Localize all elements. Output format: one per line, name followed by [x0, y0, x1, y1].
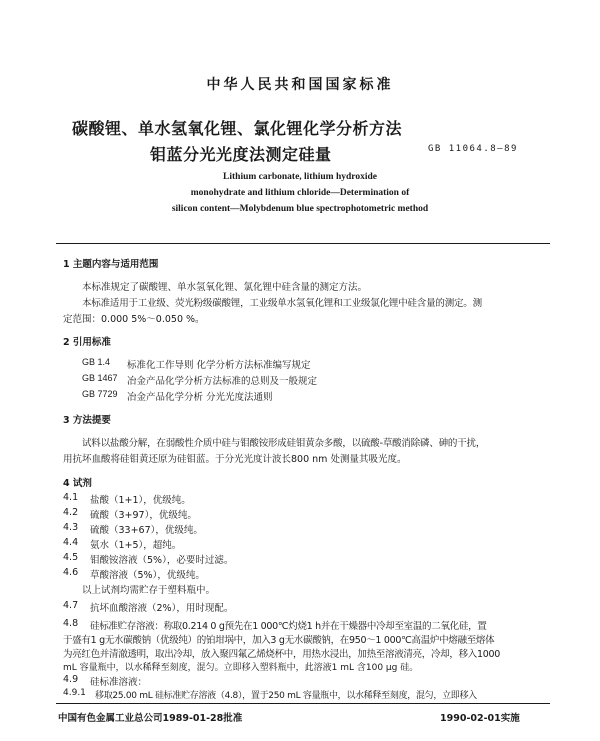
item-4-2-text: 硫酸（3+97），优级纯。 — [90, 510, 197, 521]
item-4-7-num: 4.7 — [63, 600, 79, 611]
item-4-6-num: 4.6 — [63, 567, 79, 578]
item-4-8-line-4: mL 容量瓶中，以水稀释至刻度，混匀。立即移入塑料瓶中，此溶液1 mL 含100 μg 硅。 — [63, 663, 419, 673]
section-4-heading: 4 试剂 — [63, 478, 92, 489]
item-4-8-num: 4.8 — [63, 618, 79, 629]
item-4-9-1-text: 移取25.00 mL 硅标准贮存溶液（4.8），置于250 mL 容量瓶中，以水稀释至刻度，混匀，立即移入 — [95, 691, 477, 701]
item-4-4-text: 氨水（1+5），超纯。 — [90, 540, 182, 551]
item-4-5-num: 4.5 — [63, 552, 79, 563]
section-2-heading: 2 引用标准 — [63, 337, 111, 348]
standard-code: GB 11064.8—89 — [428, 144, 518, 154]
english-title-line-2: monohydrate and lithium chloride—Determination of — [190, 188, 410, 198]
item-4-8-line-1: 硅标准贮存溶液：称取0.214 0 g预先在1 000℃灼烧1 h并在干燥器中冷却至室温的二氧化硅，置 — [90, 621, 487, 632]
implementation-date: 1990-02-01实施 — [440, 713, 520, 724]
item-4-1-num: 4.1 — [63, 492, 79, 503]
chinese-title-line-2: 钼蓝分光光度法测定硅量 — [150, 145, 332, 164]
section-1-line-2: 本标准适用于工业级、荧光粉级碳酸锂，工业级单水氢氧化锂和工业级氯化锂中硅含量的测定。测 — [82, 298, 482, 309]
item-4-9-1-num: 4.9.1 — [63, 688, 86, 698]
item-4-8-line-2: 于盛有1 g无水碳酸钠（优级纯）的铂坩埚中，加入3 g无水碳酸钠，在950～1 000℃高温炉中熔融至熔体 — [63, 635, 495, 646]
ref-2-code: GB 1467 — [82, 373, 118, 383]
english-title-line-3: silicon content—Molybdenum blue spectrophotometric method — [171, 204, 429, 214]
item-4-1-text: 盐酸（1+1），优级纯。 — [90, 495, 191, 506]
section-1-line-3: 定范围：0.000 5%～0.050 %。 — [63, 314, 205, 325]
item-4-9-num: 4.9 — [63, 674, 79, 685]
ref-1-code: GB 1.4 — [82, 357, 111, 367]
footer-divider — [56, 703, 550, 704]
section-3-heading: 3 方法提要 — [63, 415, 111, 426]
item-4-2-num: 4.2 — [63, 507, 79, 518]
national-standard-heading: 中华人民共和国国家标准 — [206, 77, 394, 93]
reagent-storage-note: 以上试剂均需贮存于塑料瓶中。 — [82, 585, 216, 596]
item-4-5-text: 钼酸铵溶液（5%），必要时过滤。 — [90, 555, 234, 566]
chinese-title-line-1: 碳酸锂、单水氢氧化锂、氯化锂化学分析方法 — [72, 119, 403, 138]
item-4-9-text: 硅标准溶液： — [90, 677, 148, 688]
section-3-line-1: 试料以盐酸分解，在弱酸性介质中硅与钼酸铵形成硅钼黄杂多酸，以硫酸-草酸消除磷、砷的干扰， — [82, 438, 486, 449]
item-4-4-num: 4.4 — [63, 537, 79, 548]
section-1-line-1: 本标准规定了碳酸锂、单水氢氧化锂、氯化锂中硅含量的测定方法。 — [82, 282, 368, 293]
ref-3-title: 冶金产品化学分析 分光光度法通则 — [127, 392, 273, 403]
item-4-3-num: 4.3 — [63, 522, 79, 533]
section-1-heading: 1 主题内容与适用范围 — [63, 259, 159, 270]
header-divider — [56, 243, 550, 244]
ref-3-code: GB 7729 — [82, 389, 118, 399]
section-3-line-2: 用抗坏血酸将硅钼黄还原为硅钼蓝。于分光光度计波长800 nm 处测量其吸光度。 — [63, 454, 407, 465]
item-4-8-line-3: 为亮红色并清澈透明，取出冷却，放入聚四氟乙烯烧杯中，用热水浸出，加热至溶液清亮，冷却，移入1000 — [63, 649, 500, 660]
ref-2-title: 冶金产品化学分析方法标准的总则及一般规定 — [127, 376, 318, 387]
approval-line: 中国有色金属工业总公司1989-01-28批准 — [58, 713, 243, 724]
english-title-line-1: Lithium carbonate, lithium hydroxide — [223, 172, 377, 182]
item-4-6-text: 草酸溶液（5%），优级纯。 — [90, 570, 205, 581]
item-4-3-text: 硫酸（33+67），优级纯。 — [90, 525, 203, 536]
item-4-7-text: 抗坏血酸溶液（2%），用时现配。 — [90, 603, 234, 614]
ref-1-title: 标准化工作导则 化学分析方法标准编写规定 — [127, 360, 311, 371]
